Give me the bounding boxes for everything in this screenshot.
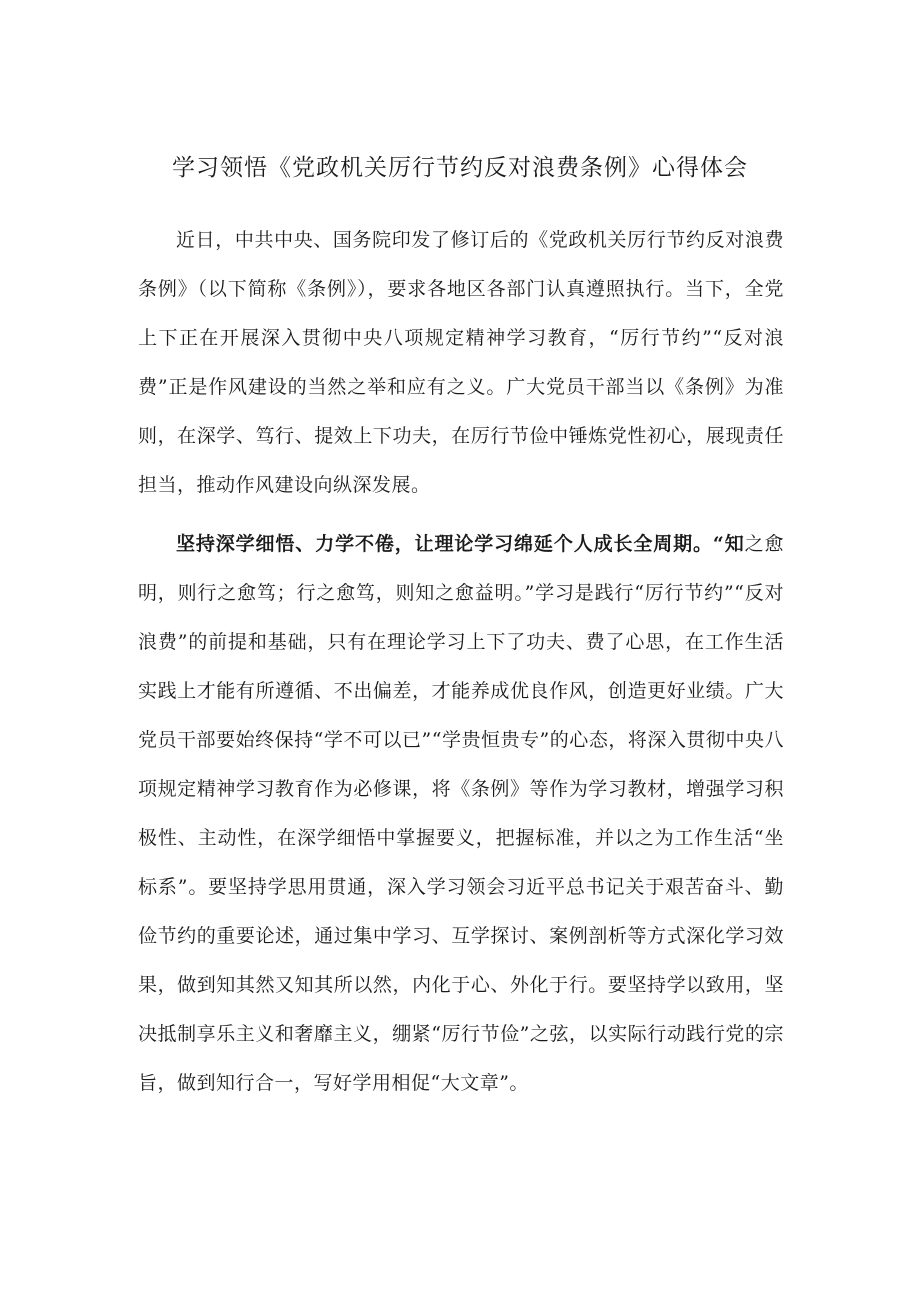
paragraph-study-lead: 坚持深学细悟、力学不倦，让理论学习绵延个人成长全周期。“知	[176, 533, 745, 555]
paragraph-intro: 近日，中共中央、国务院印发了修订后的《党政机关厉行节约反对浪费条例》（以下简称《条例》），要求各地区各部门认真遵照执行。当下，全党上下正在开展深入贯彻中央八项规定精神学习教育，“厉行节约”“反对浪费”正是作风建设的当然之举和应有之义。广大党员干部当以《条例》为准则，在深学、笃行、提效上下功夫，在厉行节俭中锤炼党性初心，展现责任担当，推动作风建设向纵深发展。	[138, 229, 784, 496]
paragraph-study-body: 之愈明，则行之愈笃；行之愈笃，则知之愈益明。”学习是践行“厉行节约”“反对浪费”的前提和基础，只有在理论学习上下了功夫、费了心思，在工作生活实践上才能有所遵循、不出偏差，才能养成优良作风，创造更好业绩。广大党员干部要始终保持“学不可以已”“学贵恒贵专”的心态，将深入贯彻中央八项规定精神学习教育作为必修课，将《条例》等作为学习教材，增强学习积极性、主动性，在深学细悟中掌握要义，把握标准，并以之为工作生活“坐标系”。要坚持学思用贯通，深入学习领会习近平总书记关于艰苦奋斗、勤俭节约的重要论述，通过集中学习、互学探讨、案例剖析等方式深化学习效果，做到知其然又知其所以然，内化于心、外化于行。要坚持学以致用，坚决抵制享乐主义和奢靡主义，绷紧“厉行节俭”之弦，以实际行动践行党的宗旨，做到知行合一，写好学用相促“大文章”。	[138, 533, 784, 1094]
document-title: 学习领悟《党政机关厉行节约反对浪费条例》心得体会	[172, 155, 748, 181]
paragraph-study	[138, 520, 784, 1108]
